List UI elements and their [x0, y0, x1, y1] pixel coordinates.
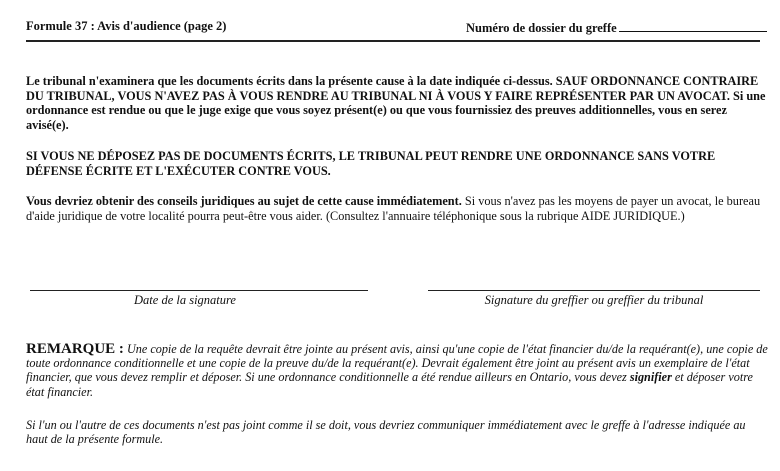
remark-text-1: Une copie de la requête devrait être jointe au présent avis, ainsi qu'une copie de l'état financier du/de la requérant(e), une copie de toute ordonnance conditionnelle et une copie de la preuve du/de la requérant(e). Devrait également être joint au présent avis un exemplaire de l'état financier, que vous devez remplir et déposer. Si une ordonnance conditionnelle a été rendue ailleurs en Ontario, vous devez — [26, 342, 768, 385]
form-title: Formule 37 : Avis d'audience (page 2) — [26, 19, 227, 33]
file-number-blank — [619, 19, 767, 32]
header-rule — [26, 40, 760, 42]
remark-paragraph — [26, 342, 768, 399]
remark-paragraph-2: Si l'un ou l'autre de ces documents n'est pas joint comme il se doit, vous devriez communiquer immédiatement avec le greffe à l'adresse indiquée au haut de la présente formule. — [26, 418, 746, 447]
remark-label: REMARQUE : — [26, 341, 124, 357]
clerk-signature-line — [428, 290, 760, 291]
remark-text-2: et déposer votre état financier. — [26, 370, 753, 399]
clerk-signature-label: Signature du greffier ou greffier du tribunal — [484, 293, 704, 307]
file-number-field — [466, 19, 767, 36]
legal-advice-bold: Vous devriez obtenir des conseils juridiques au sujet de cette cause immédiatement. — [26, 194, 462, 208]
remark-emphasis: signifier — [629, 370, 672, 385]
notice-paragraph-3 — [26, 194, 766, 223]
file-number-label: Numéro de dossier du greffe — [466, 21, 617, 35]
notice-paragraph-1: Le tribunal n'examinera que les documents écrits dans la présente cause à la date indiquée ci-dessus. SAUF ORDONNANCE CONTRAIRE DU TRIBUNAL, VOUS N'AVEZ PAS À VOUS RENDRE AU TRIBUNAL NI À VOUS Y FAIRE REPRÉSENTER PAR UN AVOCAT. Si une ordonnance est rendue ou que le juge exige que vous soyez présent(e) ou que vous fournissiez des preuves additionnelles, vous en serez avisé(e). — [26, 74, 766, 132]
notice-paragraph-2: SI VOUS NE DÉPOSEZ PAS DE DOCUMENTS ÉCRITS, LE TRIBUNAL PEUT RENDRE UNE ORDONNANCE SANS VOTRE DÉFENSE ÉCRITE ET L'EXÉCUTER CONTRE VOUS. — [26, 149, 716, 178]
legal-advice-text: Si vous n'avez pas les moyens de payer un avocat, le bureau d'aide juridique de votre localité pourra peut-être vous aider. (Consultez l'annuaire téléphonique sous la rubrique AIDE JURIDIQUE.) — [26, 194, 761, 223]
date-signature-line — [30, 290, 368, 291]
date-signature-label: Date de la signature — [134, 293, 236, 307]
